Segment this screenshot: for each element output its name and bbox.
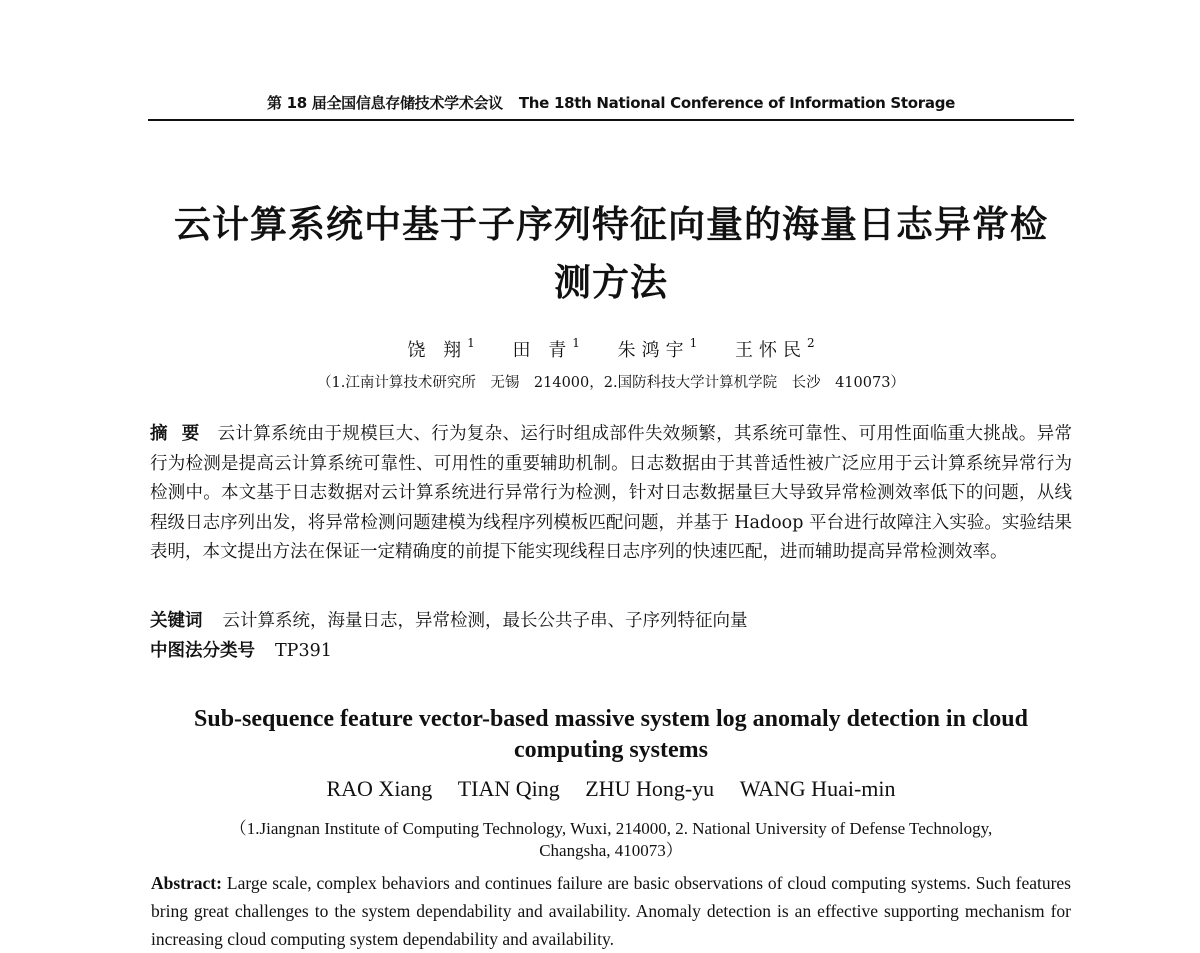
author [407, 336, 475, 361]
author-name: 王怀民 [734, 340, 807, 361]
author-name: 朱鸿宇 [617, 340, 690, 361]
affiliation-marker: 1 [467, 336, 475, 350]
english-title-line-1: Sub-sequence feature vector-based massive system log anomaly detection in cloud [194, 706, 1028, 732]
affiliation-marker: 2 [806, 336, 815, 350]
keywords-label: 关键词 [150, 611, 203, 631]
english-authors [148, 776, 1074, 802]
header-rule [148, 119, 1074, 121]
author: ZHU Hong-yu [585, 776, 715, 801]
english-abstract [151, 869, 1071, 953]
classification-number [150, 637, 1072, 662]
affiliation-marker: 1 [572, 336, 580, 350]
author: WANG Huai-min [739, 776, 896, 801]
abstract-label: Abstract: [151, 873, 222, 893]
running-header [148, 92, 1074, 113]
author [617, 336, 698, 361]
keywords-text: 云计算系统，海量日志，异常检测，最长公共子串、子序列特征向量 [222, 611, 748, 631]
author: TIAN Qing [457, 776, 560, 801]
author [512, 336, 580, 361]
keywords [150, 607, 1072, 632]
english-affiliation-line-1: （1.Jiangnan Institute of Computing Technology, Wuxi, 214000, 2. National University of Defense Technology, [229, 819, 993, 838]
author-name: 田 青 [512, 340, 573, 361]
chinese-authors [148, 336, 1074, 362]
author-name: 饶 翔 [407, 340, 468, 361]
chinese-title-line-1: 云计算系统中基于子序列特征向量的海量日志异常检 [174, 203, 1048, 246]
chinese-title [148, 196, 1074, 312]
abstract-text: 云计算系统由于规模巨大、行为复杂、运行时组成部件失效频繁，其系统可靠性、可用性面临重大挑战。异常行为检测是提高云计算系统可靠性、可用性的重要辅助机制。日志数据由于其普适性被广泛应用于云计算系统异常行为检测中。本文基于日志数据对云计算系统进行异常行为检测，针对日志数据量巨大导致异常检测效率低下的问题，从线程级日志序列出发，将异常检测问题建模为线程序列模板匹配问题，并基于 Hadoop 平台进行故障注入实验。实验结果表明，本文提出方法在保证一定精确度的前提下能实现线程日志序列的快速匹配，进而辅助提高异常检测效率。 [150, 424, 1073, 562]
classification-value: TP391 [275, 641, 332, 661]
chinese-abstract [150, 420, 1072, 568]
author [734, 336, 815, 361]
english-title [148, 704, 1074, 766]
english-title-line-2: computing systems [513, 737, 708, 763]
classification-label: 中图法分类号 [150, 641, 255, 661]
running-header-en: The 18th National Conference of Information Storage [518, 94, 956, 112]
abstract-label: 摘要 [150, 424, 214, 444]
running-header-cn: 第 18 届全国信息存储技术学术会议 [266, 94, 503, 112]
chinese-affiliation: （1.江南计算技术研究所 无锡 214000，2.国防科技大学计算机学院 长沙 410073） [317, 375, 905, 391]
abstract-text: Large scale, complex behaviors and continues failure are basic observations of cloud computing systems. Such features bring great challenges to the system dependability and availability. Anomaly detection is an effective supporting mechanism for increasing cloud computing system dependability and availability. [151, 873, 1071, 949]
english-affiliation-line-2: Changsha, 410073） [539, 841, 683, 860]
chinese-title-line-2: 测方法 [554, 261, 668, 304]
english-affiliation [148, 818, 1074, 862]
author: RAO Xiang [326, 776, 433, 801]
affiliation-marker: 1 [689, 336, 698, 350]
